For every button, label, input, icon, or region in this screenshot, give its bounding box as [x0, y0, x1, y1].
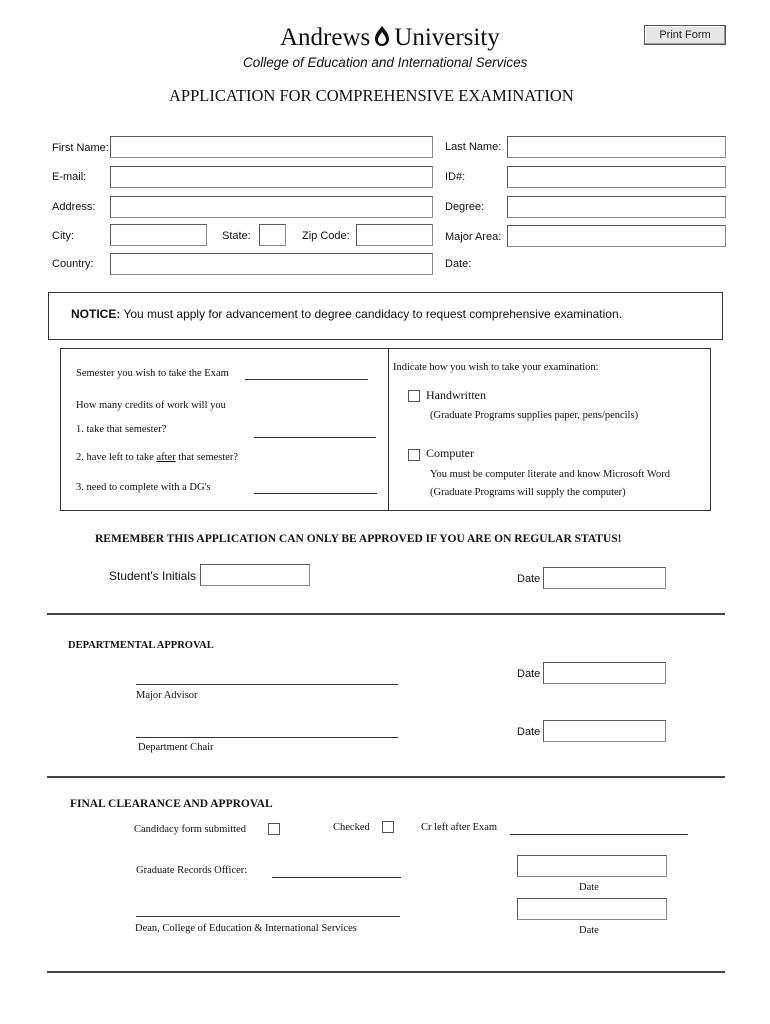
handwritten-label: Handwritten	[426, 388, 486, 402]
credits-item-3: 3. need to complete with a DG's	[76, 482, 211, 493]
remember-notice: REMEMBER THIS APPLICATION CAN ONLY BE APPROVED IF YOU ARE ON REGULAR STATUS!	[95, 533, 622, 545]
zip-code-label: Zip Code:	[302, 230, 350, 242]
student-initials-field[interactable]	[200, 564, 310, 586]
dean-date-label: Date	[579, 925, 599, 936]
email-label: E-mail:	[52, 171, 87, 183]
city-field[interactable]	[110, 224, 207, 246]
degree-field[interactable]	[507, 196, 726, 218]
records-officer-date-label: Date	[579, 882, 599, 893]
date-label: Date:	[445, 258, 472, 270]
address-field[interactable]	[110, 196, 433, 218]
departmental-heading: DEPARTMENTAL APPROVAL	[68, 640, 214, 651]
major-advisor-signature-line[interactable]	[136, 684, 398, 685]
college-subtitle: College of Education and International Services	[243, 55, 528, 70]
department-chair-label: Department Chair	[138, 742, 214, 753]
credits-item-1-line[interactable]	[254, 437, 376, 438]
notice-text: You must apply for advancement to degree candidacy to request comprehensive examination.	[123, 307, 622, 321]
first-name-label: First Name:	[52, 142, 109, 154]
computer-note-2: (Graduate Programs will supply the computer)	[430, 487, 626, 498]
last-name-field[interactable]	[507, 136, 726, 158]
candidacy-checkbox[interactable]	[268, 823, 280, 835]
student-date-field[interactable]	[543, 567, 666, 589]
credits-item-1: 1. take that semester?	[76, 424, 167, 435]
major-area-label: Major Area:	[445, 231, 502, 243]
candidacy-label: Candidacy form submitted	[134, 824, 246, 835]
cr-left-label: Cr left after Exam	[421, 822, 498, 833]
semester-line[interactable]	[245, 379, 368, 380]
credits-item-2	[76, 452, 238, 463]
country-field[interactable]	[110, 253, 433, 275]
records-officer-label: Graduate Records Officer:	[136, 865, 248, 876]
logo-flame-icon	[372, 25, 392, 54]
student-date-label: Date	[517, 573, 541, 585]
credits-item-2-after: after	[156, 452, 176, 463]
department-chair-signature-line[interactable]	[136, 737, 398, 738]
exam-box-divider	[388, 348, 389, 511]
semester-label: Semester you wish to take the Exam	[76, 368, 229, 379]
dean-signature-line[interactable]	[136, 916, 400, 917]
dean-label: Dean, College of Education & International Services	[135, 923, 357, 934]
advisor-date-label: Date	[517, 668, 541, 680]
print-form-button[interactable]: Print Form	[644, 25, 726, 45]
student-initials-label: Student's Initials	[109, 569, 197, 583]
major-area-field[interactable]	[507, 225, 726, 247]
page-title: APPLICATION FOR COMPREHENSIVE EXAMINATION	[169, 86, 574, 105]
credits-label: How many credits of work will you	[76, 400, 226, 411]
email-field[interactable]	[110, 166, 433, 188]
first-name-field[interactable]	[110, 136, 433, 158]
major-advisor-label: Major Advisor	[136, 690, 198, 701]
records-officer-line[interactable]	[272, 877, 401, 878]
zip-code-field[interactable]	[356, 224, 433, 246]
section-divider-2	[47, 776, 725, 778]
country-label: Country:	[52, 258, 94, 270]
final-heading: FINAL CLEARANCE AND APPROVAL	[70, 798, 273, 810]
checked-checkbox[interactable]	[382, 821, 394, 833]
advisor-date-field[interactable]	[543, 662, 666, 684]
notice-box	[48, 292, 723, 340]
indicate-label: Indicate how you wish to take your examination:	[393, 362, 599, 373]
section-divider-3	[47, 971, 725, 973]
chair-date-field[interactable]	[543, 720, 666, 742]
checked-label: Checked	[333, 822, 370, 833]
records-officer-date-field[interactable]	[517, 855, 667, 877]
handwritten-checkbox[interactable]	[408, 390, 420, 402]
credits-item-2-post: that semester?	[175, 452, 239, 463]
state-field[interactable]	[259, 224, 286, 246]
address-label: Address:	[52, 201, 96, 213]
credits-item-2-pre: 2. have left to take	[76, 452, 157, 463]
computer-label: Computer	[426, 446, 474, 460]
computer-note-1: You must be computer literate and know Microsoft Word	[430, 469, 670, 480]
handwritten-note: (Graduate Programs supplies paper, pens/pencils)	[430, 410, 639, 421]
id-field[interactable]	[507, 166, 726, 188]
degree-label: Degree:	[445, 201, 485, 213]
cr-left-line[interactable]	[510, 834, 688, 835]
state-label: State:	[222, 230, 251, 242]
last-name-label: Last Name:	[445, 141, 502, 153]
logo-text-university: University	[394, 24, 500, 51]
chair-date-label: Date	[517, 726, 541, 738]
section-divider-1	[47, 613, 725, 615]
id-label: ID#:	[445, 171, 466, 183]
notice-label: NOTICE:	[71, 307, 121, 321]
dean-date-field[interactable]	[517, 898, 667, 920]
credits-item-3-line[interactable]	[254, 493, 377, 494]
city-label: City:	[52, 230, 74, 242]
computer-checkbox[interactable]	[408, 449, 420, 461]
university-logo	[280, 24, 500, 54]
logo-text-andrews: Andrews	[280, 24, 371, 51]
